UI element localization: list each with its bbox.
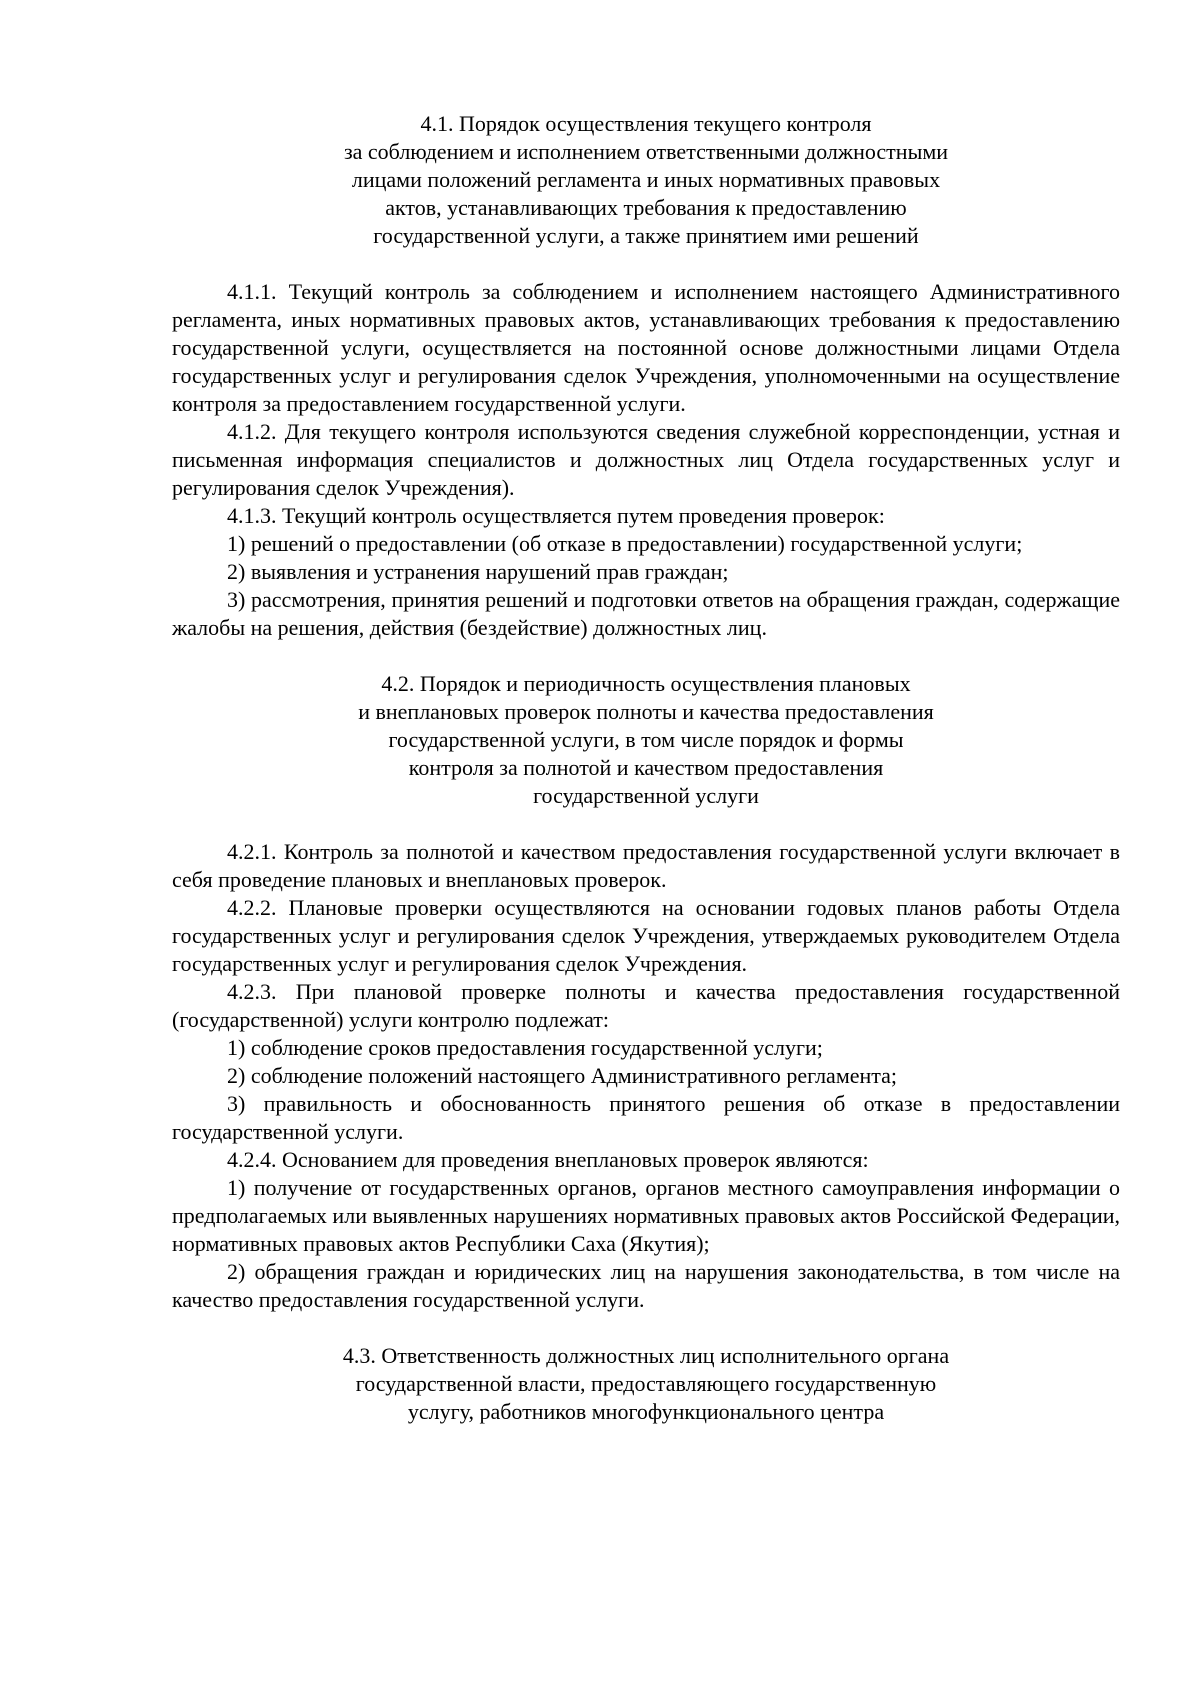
list-item: 1) получение от государственных органов, органов местного самоуправления информации о предполагаемых или выявленных нарушениях нормативных правовых актов Российской Федерации, нормативных правовых актов Республики Саха (Якутия); [172,1175,1120,1256]
paragraph-4-2-4: 4.2.4. Основанием для проведения внеплановых проверок являются: [227,1147,869,1172]
heading-line: 4.1. Порядок осуществления текущего контроля [420,111,872,136]
section-4-1-heading [172,110,1120,250]
list-item: 2) обращения граждан и юридических лиц на нарушения законодательства, в том числе на качество предоставления государственной услуги. [172,1259,1120,1312]
heading-line: государственной услуги, в том числе порядок и формы [388,727,904,752]
heading-line: услугу, работников многофункционального центра [407,1399,885,1424]
spacer [172,250,1120,278]
heading-line: 4.2. Порядок и периодичность осуществления плановых [381,671,911,696]
paragraph-4-2-3: 4.2.3. При плановой проверке полноты и качества предоставления государственной (государственной) услуги контролю подлежат: [172,979,1120,1032]
list-item: 3) рассмотрения, принятия решений и подготовки ответов на обращения граждан, содержащие жалобы на решения, действия (бездействие) должностных лиц. [172,587,1120,640]
heading-line: и внеплановых проверок полноты и качества предоставления [358,699,934,724]
document-page [172,110,1120,1426]
heading-line: за соблюдением и исполнением ответственными должностными [343,139,949,164]
list-item: 3) правильность и обоснованность принятого решения об отказе в предоставлении государственной услуги. [172,1091,1120,1144]
paragraph-4-1-2: 4.1.2. Для текущего контроля используются сведения служебной корреспонденции, устная и письменная информация специалистов и должностных лиц Отдела государственных услуг и регулирования сделок Учреждения). [172,419,1120,500]
list-item: 2) выявления и устранения нарушений прав граждан; [227,559,729,584]
section-4-2-heading [172,670,1120,810]
heading-line: государственной услуги, а также принятием ими решений [373,223,919,248]
heading-line: актов, устанавливающих требования к предоставлению [385,195,907,220]
heading-line: 4.3. Ответственность должностных лиц исполнительного органа [342,1343,950,1368]
spacer [172,810,1120,838]
paragraph-4-1-3: 4.1.3. Текущий контроль осуществляется путем проведения проверок: [227,503,885,528]
heading-line: государственной власти, предоставляющего государственную [355,1371,937,1396]
spacer [172,642,1120,670]
list-item: 1) решений о предоставлении (об отказе в предоставлении) государственной услуги; [227,531,1023,556]
paragraph-4-2-2: 4.2.2. Плановые проверки осуществляются на основании годовых планов работы Отдела государственных услуг и регулирования сделок Учреждения, утверждаемых руководителем Отдела государственных услуг и регулирования сделок Учреждения. [172,895,1120,976]
paragraph-4-2-1: 4.2.1. Контроль за полнотой и качеством предоставления государственной услуги включает в себя проведение плановых и внеплановых проверок. [172,839,1120,892]
heading-line: лицами положений регламента и иных нормативных правовых [351,167,941,192]
heading-line: контроля за полнотой и качеством предоставления [408,755,884,780]
spacer [172,1314,1120,1342]
section-4-3-heading [172,1342,1120,1426]
list-item: 2) соблюдение положений настоящего Административного регламента; [227,1063,898,1088]
heading-line: государственной услуги [533,783,759,808]
paragraph-4-1-1: 4.1.1. Текущий контроль за соблюдением и исполнением настоящего Административного регламента, иных нормативных правовых актов, устанавливающих требования к предоставлению государственной услуги, осуществляется на постоянной основе должностными лицами Отдела государственных услуг и регулирования сделок Учреждения, уполномоченными на осуществление контроля за предоставлением государственной услуги. [172,279,1120,416]
list-item: 1) соблюдение сроков предоставления государственной услуги; [227,1035,823,1060]
